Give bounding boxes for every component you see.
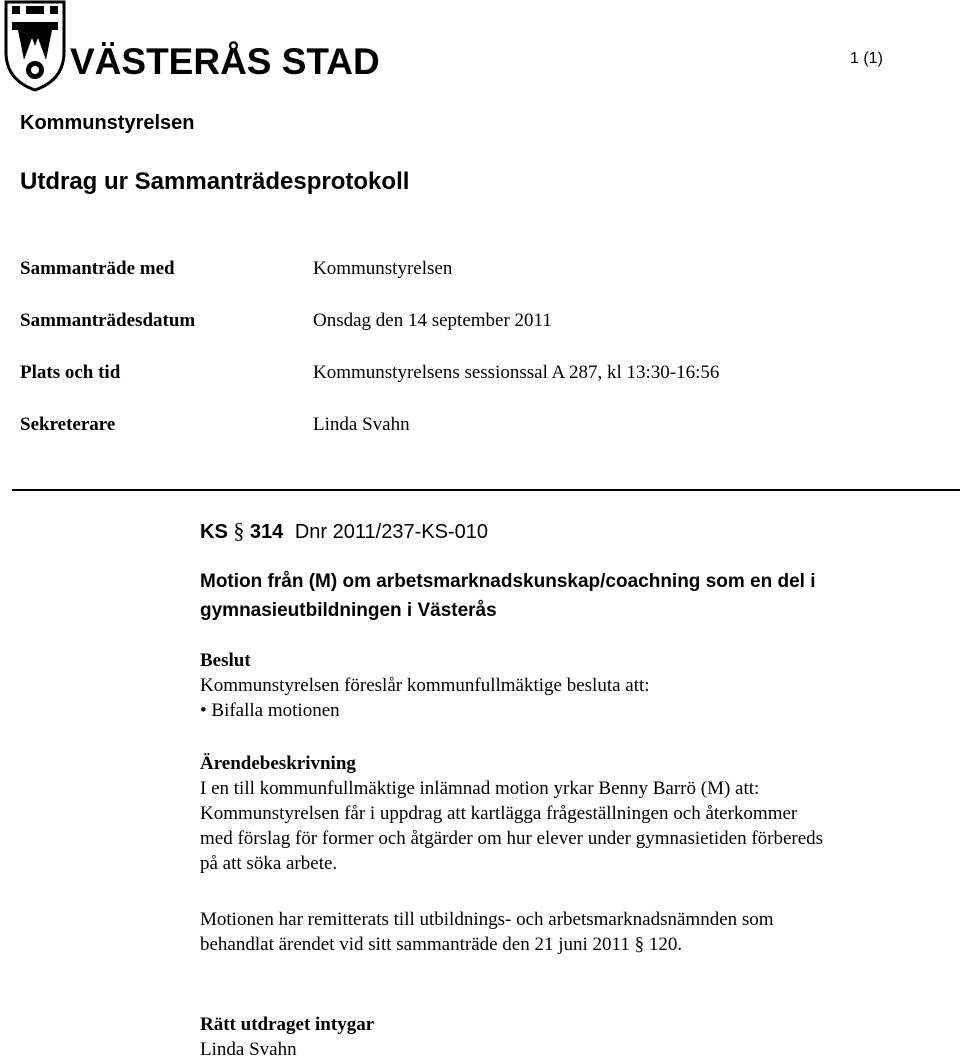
arendebeskrivning-heading: Ärendebeskrivning	[200, 753, 356, 774]
arende-line: med förslag för former och åtgärder om hur elever under gymnasietiden förbereds	[200, 828, 824, 849]
motion-title-line: gymnasieutbildningen i Västerås	[200, 600, 497, 621]
motion-title-line: Motion från (M) om arbetsmarknadskunskap/coachning som en del i	[200, 571, 816, 592]
page-number: 1 (1)	[850, 50, 883, 67]
coat-of-arms-icon	[2, 0, 380, 92]
section-sign: §	[233, 518, 245, 543]
meeting-with-value: Kommunstyrelsen	[313, 258, 453, 279]
beslut-text: Kommunstyrelsen föreslår kommunfullmäktige besluta att:	[200, 675, 650, 696]
ks-item-line	[200, 518, 488, 544]
certification	[200, 1012, 950, 1062]
vasteras-stad-logo	[2, 0, 380, 92]
arende-line: Kommunstyrelsen får i uppdrag att kartlägga frågeställningen och återkommer	[200, 803, 798, 824]
remiss-paragraph	[200, 907, 950, 957]
motion-title	[200, 567, 950, 625]
section-divider	[12, 489, 960, 491]
place-time-label: Plats och tid	[20, 362, 121, 383]
dnr: Dnr 2011/237-KS-010	[294, 521, 488, 543]
beslut-section	[200, 648, 950, 723]
logo-wordmark: VÄSTERÅS STAD	[70, 41, 380, 82]
meeting-with-label: Sammanträde med	[20, 258, 175, 279]
arende-line: på att söka arbete.	[200, 853, 338, 874]
remiss-line: Motionen har remitterats till utbildnings- och arbetsmarknadsnämnden som	[200, 909, 774, 930]
beslut-heading: Beslut	[200, 650, 251, 671]
beslut-bullet: • Bifalla motionen	[200, 700, 340, 721]
place-time-value: Kommunstyrelsens sessionssal A 287, kl 13:30-16:56	[313, 362, 720, 383]
organization-name: Kommunstyrelsen	[20, 112, 195, 134]
remiss-line: behandlat ärendet vid sitt sammanträde den 21 juni 2011 § 120.	[200, 934, 683, 955]
arende-line: I en till kommunfullmäktige inlämnad motion yrkar Benny Barrö (M) att:	[200, 778, 760, 799]
certifier-name: Linda Svahn	[200, 1039, 297, 1060]
ks-prefix: KS	[200, 521, 228, 543]
meeting-date-label: Sammanträdesdatum	[20, 310, 196, 331]
ks-number: 314	[249, 521, 284, 543]
secretary-label: Sekreterare	[20, 414, 116, 435]
secretary-value: Linda Svahn	[313, 414, 410, 435]
arendebeskrivning-section	[200, 751, 950, 876]
document-title: Utdrag ur Sammanträdesprotokoll	[20, 168, 410, 195]
certification-heading: Rätt utdraget intygar	[200, 1014, 375, 1035]
meeting-date-value: Onsdag den 14 september 2011	[313, 310, 552, 331]
